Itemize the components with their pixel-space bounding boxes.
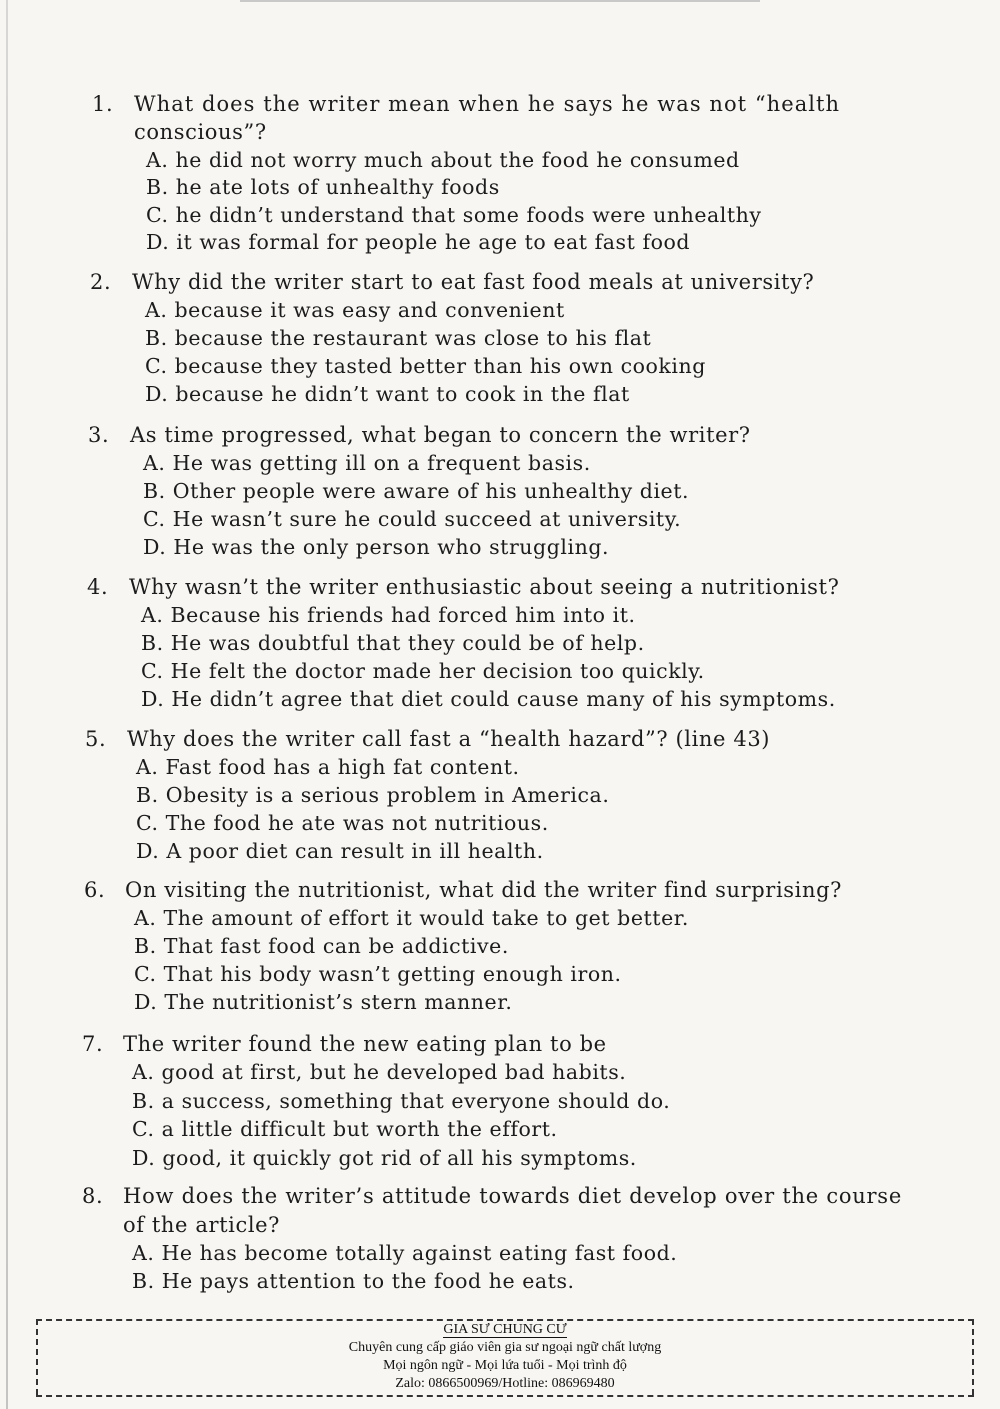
question-text: Why did the writer start to eat fast food meals at university?	[132, 270, 815, 294]
option-c[interactable]: C. That his body wasn’t getting enough iron.	[134, 962, 622, 986]
option-b[interactable]: B. He pays attention to the food he eats.	[132, 1269, 575, 1293]
option-a[interactable]: A. He was getting ill on a frequent basis.	[143, 451, 591, 475]
question-text: The writer found the new eating plan to be	[123, 1032, 607, 1056]
question-number: 7.	[82, 1032, 104, 1056]
footer-advert-box	[36, 1319, 974, 1396]
option-d[interactable]: D. He was the only person who struggling.	[143, 535, 610, 559]
option-c[interactable]: C. because they tasted better than his own cooking	[145, 354, 706, 378]
question-text: Why does the writer call fast a “health hazard”? (line 43)	[127, 727, 771, 751]
option-d[interactable]: D. A poor diet can result in ill health.	[136, 839, 544, 863]
top-rule	[240, 0, 760, 2]
option-d[interactable]: D. because he didn’t want to cook in the flat	[145, 382, 630, 406]
question-number: 3.	[88, 423, 110, 447]
question-text: As time progressed, what began to concern the writer?	[130, 423, 751, 447]
option-d[interactable]: D. The nutritionist’s stern manner.	[134, 990, 513, 1014]
option-c[interactable]: C. He felt the doctor made her decision too quickly.	[141, 659, 705, 683]
option-b[interactable]: B. Obesity is a serious problem in America.	[136, 783, 610, 807]
option-a[interactable]: A. He has become totally against eating fast food.	[132, 1241, 678, 1265]
option-a[interactable]: A. he did not worry much about the food he consumed	[146, 148, 740, 172]
question-number: 4.	[87, 575, 109, 599]
question-number: 1.	[92, 92, 114, 116]
option-a[interactable]: A. good at first, but he developed bad habits.	[132, 1060, 627, 1084]
question-text-continued: conscious”?	[134, 120, 267, 144]
option-c[interactable]: C. a little difficult but worth the effort.	[132, 1117, 558, 1141]
option-d[interactable]: D. good, it quickly got rid of all his symptoms.	[132, 1146, 637, 1170]
footer-title-text: GIA SƯ CHUNG CƯ	[443, 1322, 567, 1337]
option-a[interactable]: A. Fast food has a high fat content.	[136, 755, 520, 779]
footer-title	[36, 1321, 974, 1338]
option-d[interactable]: D. it was formal for people he age to eat fast food	[146, 230, 691, 254]
option-d[interactable]: D. He didn’t agree that diet could cause many of his symptoms.	[141, 687, 836, 711]
option-a[interactable]: A. because it was easy and convenient	[145, 298, 565, 322]
option-b[interactable]: B. a success, something that everyone should do.	[132, 1089, 671, 1113]
option-b[interactable]: B. Other people were aware of his unhealthy diet.	[143, 479, 690, 503]
question-text-continued: of the article?	[123, 1213, 281, 1237]
question-text: How does the writer’s attitude towards diet develop over the course	[123, 1184, 903, 1208]
footer-border-bottom	[36, 1395, 974, 1397]
question-number: 2.	[90, 270, 112, 294]
option-b[interactable]: B. he ate lots of unhealthy foods	[146, 175, 500, 199]
option-b[interactable]: B. He was doubtful that they could be of help.	[141, 631, 645, 655]
footer-tagline: Chuyên cung cấp giáo viên gia sư ngoại ngữ chất lượng	[348, 1340, 662, 1355]
option-c[interactable]: C. He wasn’t sure he could succeed at university.	[143, 507, 682, 531]
question-number: 8.	[82, 1184, 104, 1208]
footer-contact: Zalo: 0866500969/Hotline: 086969480	[395, 1376, 615, 1391]
option-b[interactable]: B. because the restaurant was close to his flat	[145, 326, 652, 350]
page-edge-shadow	[6, 0, 8, 1409]
question-text: What does the writer mean when he says he was not “health	[134, 92, 841, 116]
option-c[interactable]: C. The food he ate was not nutritious.	[136, 811, 549, 835]
footer-slogan: Mọi ngôn ngữ - Mọi lứa tuổi - Mọi trình độ	[383, 1358, 627, 1373]
option-c[interactable]: C. he didn’t understand that some foods were unhealthy	[146, 203, 762, 227]
option-a[interactable]: A. Because his friends had forced him into it.	[141, 603, 636, 627]
question-text: On visiting the nutritionist, what did the writer find surprising?	[125, 878, 842, 902]
question-number: 5.	[85, 727, 107, 751]
question-number: 6.	[84, 878, 106, 902]
question-text: Why wasn’t the writer enthusiastic about seeing a nutritionist?	[129, 575, 840, 599]
option-a[interactable]: A. The amount of effort it would take to get better.	[134, 906, 689, 930]
option-b[interactable]: B. That fast food can be addictive.	[134, 934, 509, 958]
